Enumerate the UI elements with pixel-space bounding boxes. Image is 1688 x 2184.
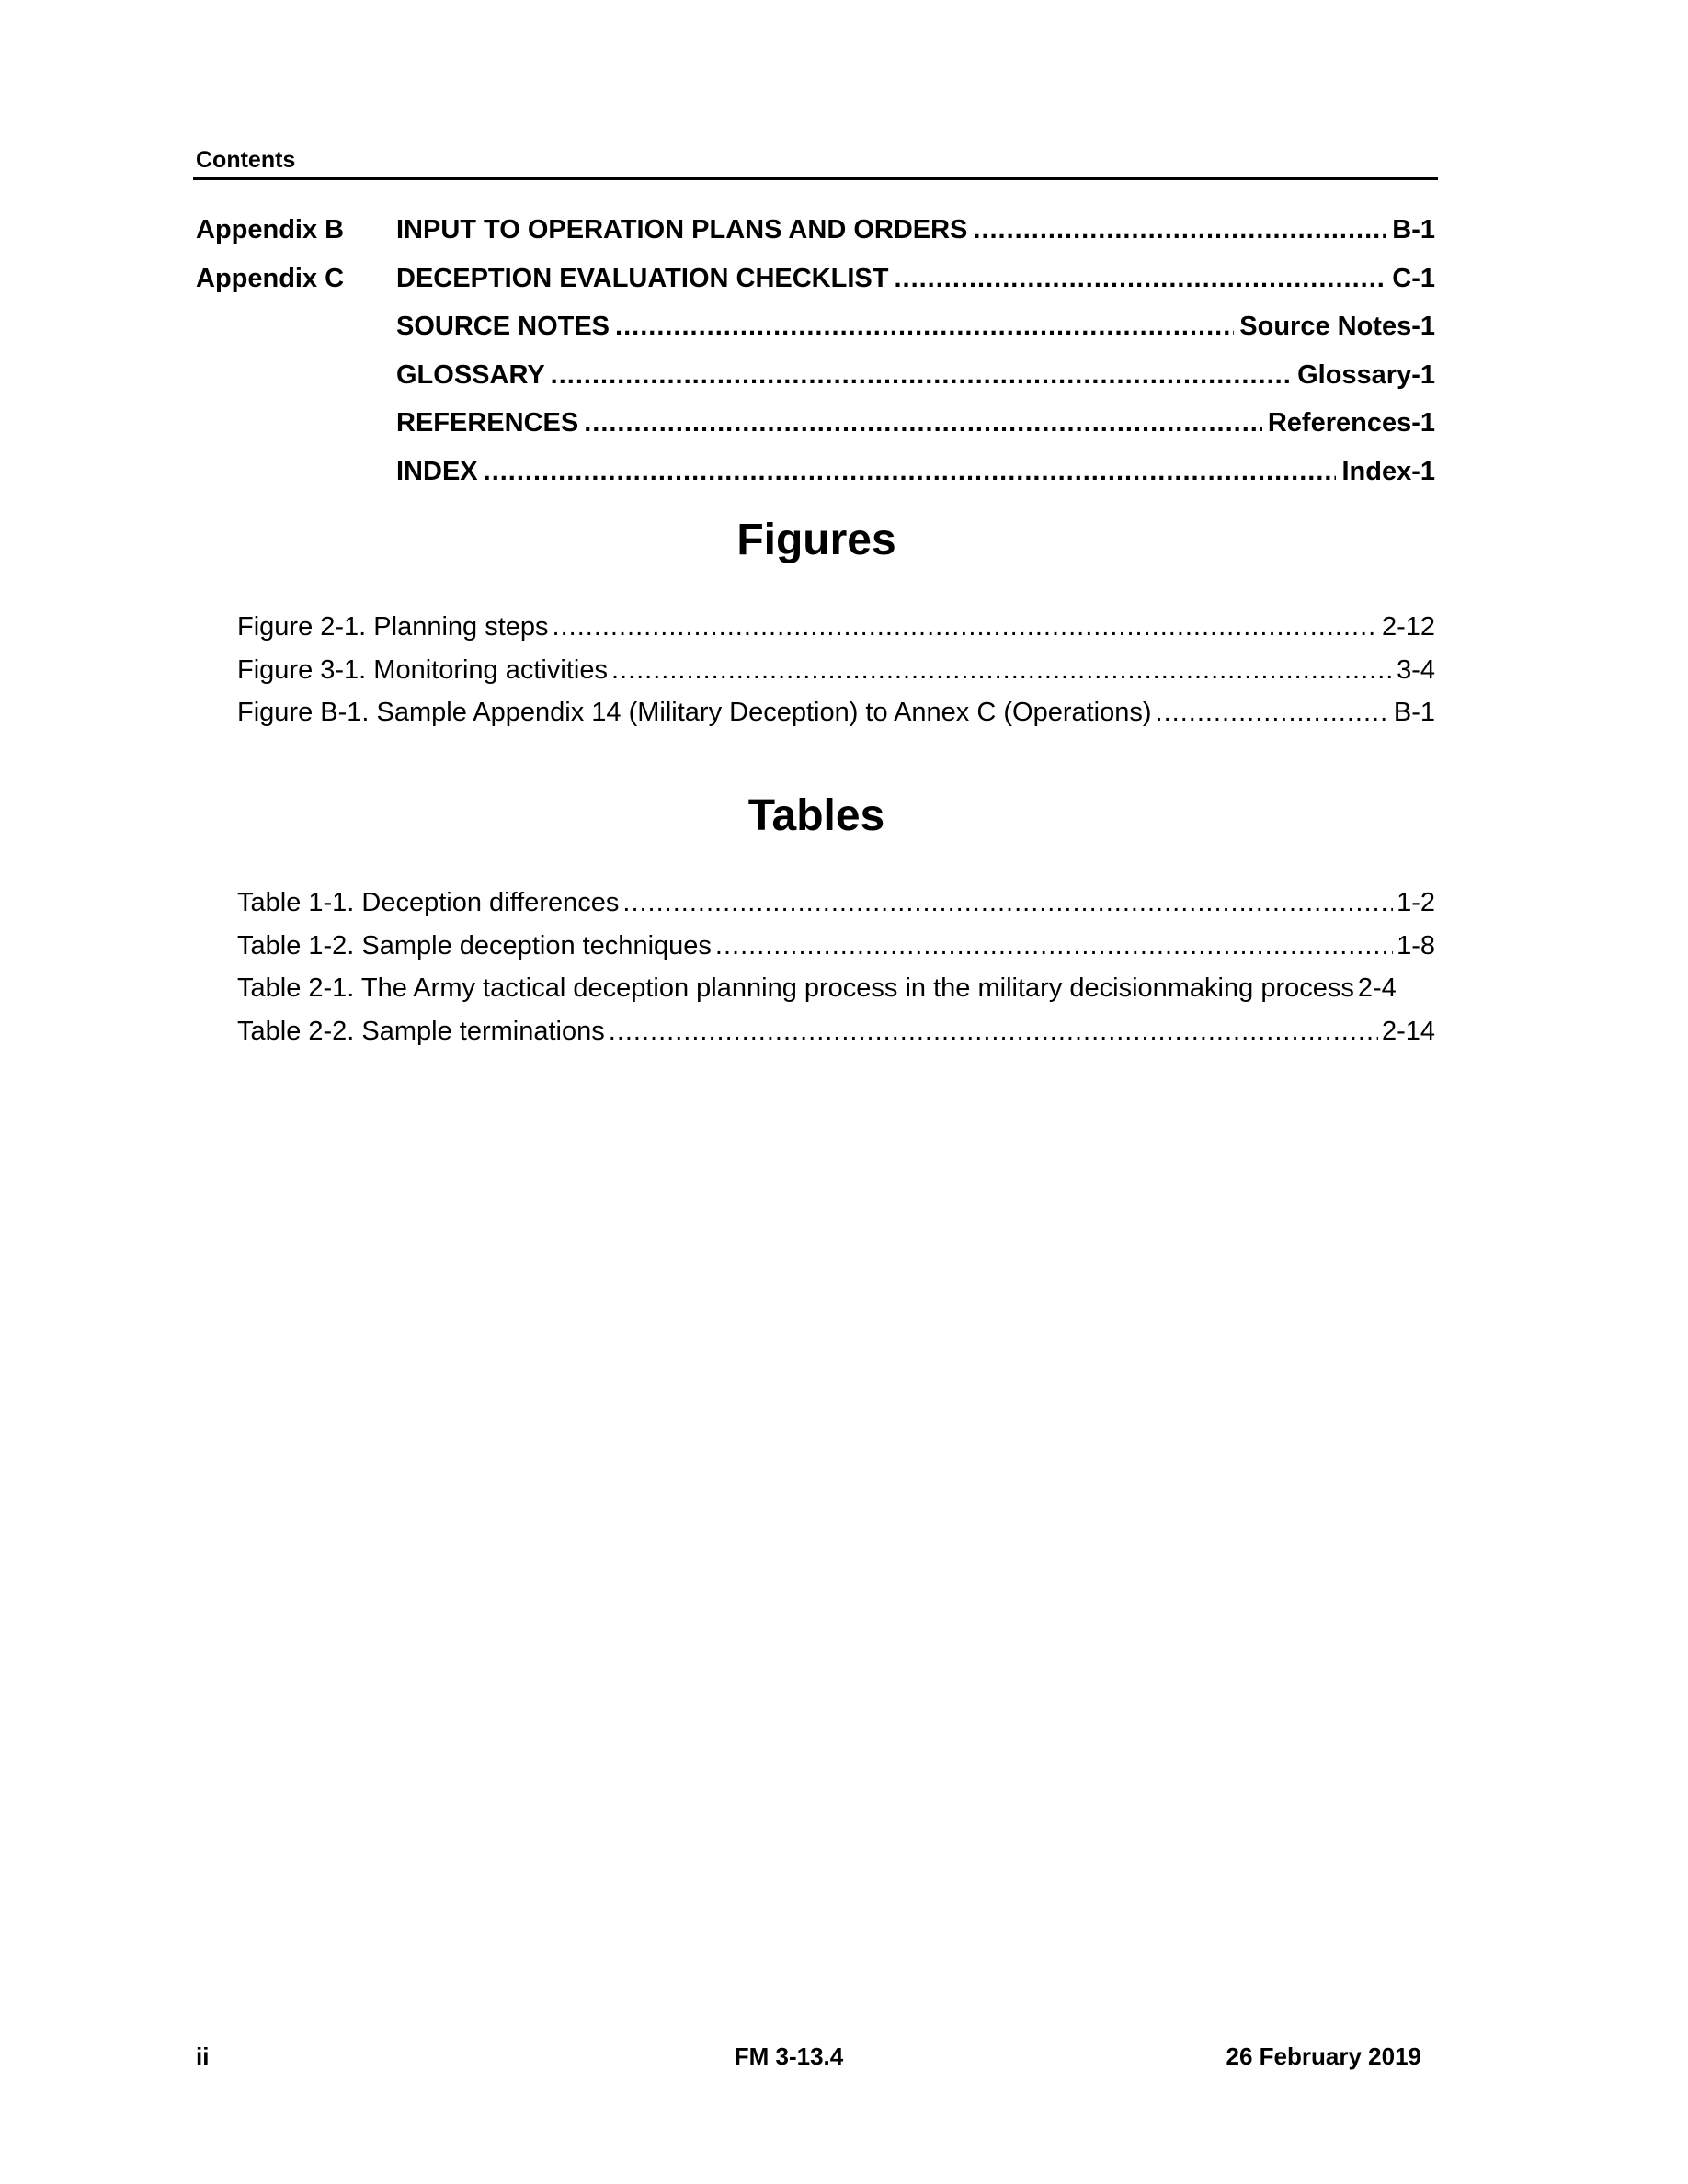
toc-row[interactable] (196, 258, 1435, 307)
header-rule (193, 177, 1438, 180)
table-page-ref: 2-4 (1357, 973, 1397, 1003)
table-list-item[interactable] (237, 970, 1435, 1013)
toc-page-ref: References-1 (1267, 408, 1435, 438)
figure-page-ref: 3-4 (1397, 654, 1435, 685)
table-list-item[interactable] (237, 927, 1435, 971)
footer-page-number: ii (196, 2042, 210, 2070)
dot-leader (484, 451, 1337, 492)
figure-list-item[interactable] (237, 694, 1435, 737)
table-list-item[interactable] (237, 884, 1435, 927)
toc-page-ref: Index-1 (1341, 456, 1435, 486)
toc-page-ref: C-1 (1392, 263, 1435, 293)
figure-title: Figure 2-1. Planning steps (237, 612, 549, 642)
dot-leader (622, 884, 1393, 921)
figure-page-ref: B-1 (1393, 698, 1435, 727)
dot-leader (584, 403, 1262, 443)
toc-page-ref: Glossary-1 (1297, 359, 1435, 390)
toc-title: SOURCE NOTES (396, 312, 610, 341)
table-page-ref: 1-2 (1397, 888, 1435, 917)
figure-title: Figure 3-1. Monitoring activities (237, 654, 608, 685)
dot-leader (553, 609, 1378, 645)
toc-row[interactable] (196, 210, 1435, 258)
toc-row[interactable] (196, 355, 1435, 404)
tables-heading: Tables (747, 791, 885, 840)
dot-leader (973, 210, 1386, 250)
figure-page-ref: 2-12 (1381, 612, 1435, 642)
figure-list-item[interactable] (237, 609, 1435, 652)
tables-list (237, 884, 1435, 1055)
figure-title: Figure B-1. Sample Appendix 14 (Military Deception) to Annex C (Operations) (237, 698, 1152, 727)
dot-leader (894, 258, 1386, 299)
figures-list (237, 609, 1435, 737)
table-title: Table 1-1. Deception differences (237, 888, 620, 917)
dot-leader (611, 652, 1393, 688)
table-page-ref: 1-8 (1397, 930, 1435, 961)
toc-title: INPUT TO OPERATION PLANS AND ORDERS (396, 215, 968, 245)
footer-date: 26 February 2019 (1226, 2042, 1421, 2070)
footer-publication: FM 3-13.4 (734, 2042, 844, 2070)
table-title: Table 2-1. The Army tactical deception planning process in the military decisionmaking process (237, 973, 1354, 1003)
toc-row[interactable] (196, 403, 1435, 451)
table-title: Table 2-2. Sample terminations (237, 1016, 605, 1046)
toc-row[interactable] (196, 451, 1435, 500)
toc-appendix-list (196, 210, 1435, 499)
toc-title: GLOSSARY (396, 359, 545, 390)
figures-heading: Figures (736, 516, 896, 564)
table-title: Table 1-2. Sample deception techniques (237, 930, 712, 961)
toc-label: Appendix B (196, 215, 345, 245)
toc-title: REFERENCES (396, 408, 579, 438)
dot-leader (615, 306, 1234, 347)
toc-row[interactable] (196, 306, 1435, 355)
dot-leader (609, 1013, 1378, 1050)
dot-leader (1156, 694, 1390, 731)
figure-list-item[interactable] (237, 652, 1435, 695)
toc-title: INDEX (396, 456, 478, 486)
toc-label: Appendix C (196, 263, 345, 293)
dot-leader (551, 355, 1292, 395)
toc-page-ref: Source Notes-1 (1239, 312, 1435, 341)
running-header: Contents (196, 147, 296, 173)
toc-page-ref: B-1 (1392, 215, 1435, 245)
toc-title: DECEPTION EVALUATION CHECKLIST (396, 263, 889, 293)
dot-leader (715, 927, 1393, 964)
table-list-item[interactable] (237, 1013, 1435, 1056)
table-page-ref: 2-14 (1381, 1016, 1435, 1046)
